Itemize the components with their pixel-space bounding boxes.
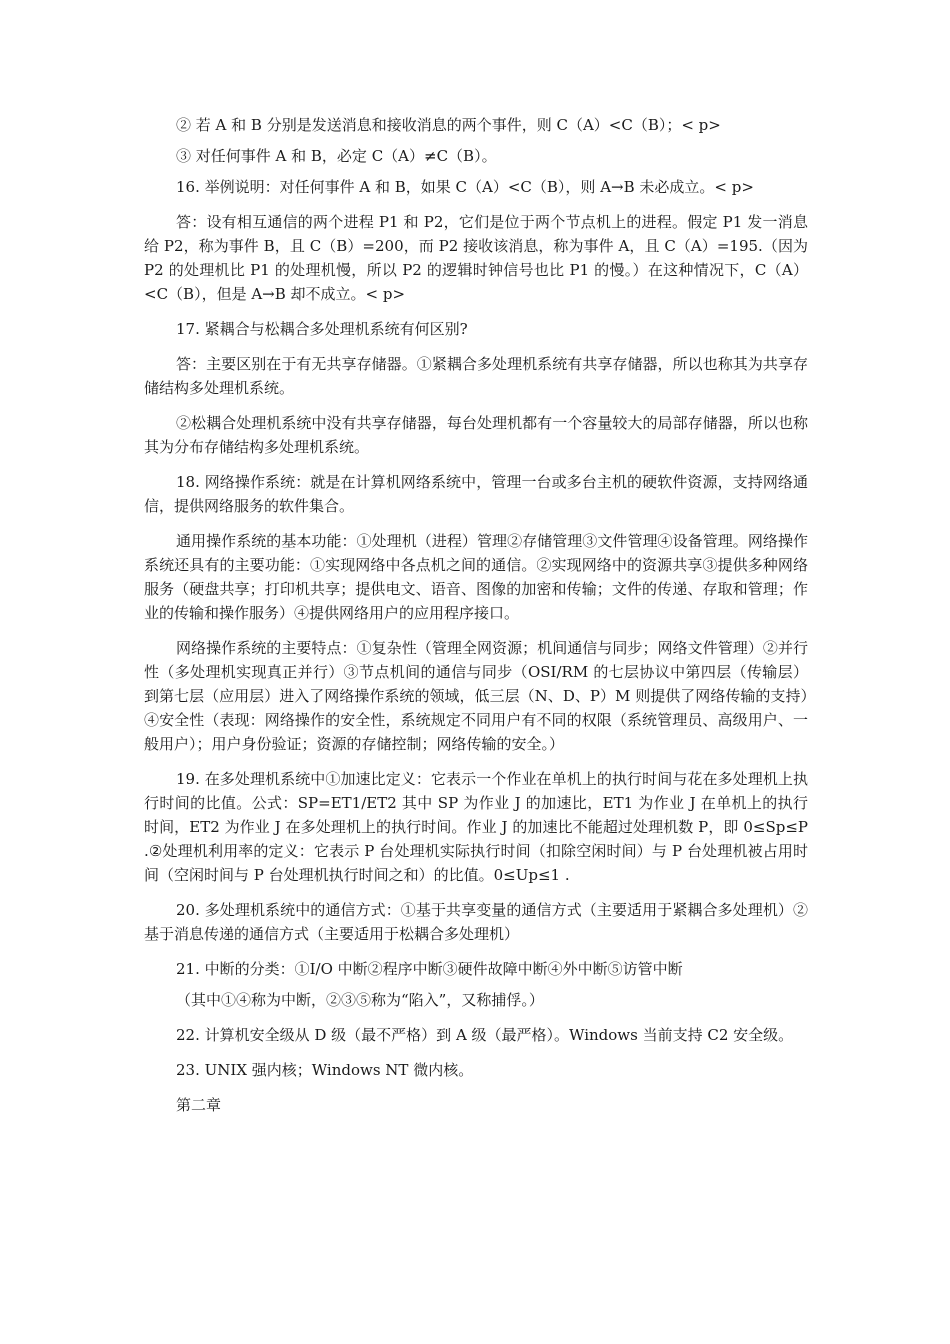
paragraph-question-16: 16. 举例说明：对任何事件 A 和 B，如果 C（A）<C（B），则 A→B 未必成立。< p> [176, 178, 754, 196]
paragraph-item-22: 22. 计算机安全级从 D 级（最不严格）到 A 级（最严格）。Windows 当前支持 C2 安全级。 [176, 1026, 794, 1044]
paragraph-lamport-rule-3: ③ 对任何事件 A 和 B，必定 C（A）≠C（B）。 [176, 147, 497, 165]
document-page [144, 113, 808, 1128]
paragraph-answer-17-loose-coupling: ②松耦合处理机系统中没有共享存储器，每台处理机都有一个容量较大的局部存储器，所以也称其为分布存储结构多处理机系统。 [144, 414, 808, 456]
chapter-heading: 第二章 [176, 1096, 222, 1114]
paragraph-item-18: 18. 网络操作系统：就是在计算机网络系统中，管理一台或多台主机的硬软件资源，支持网络通信，提供网络服务的软件集合。 [144, 473, 808, 515]
paragraph-lamport-rule-2: ② 若 A 和 B 分别是发送消息和接收消息的两个事件，则 C（A）<C（B）；< p> [176, 116, 721, 134]
paragraph-network-os-features: 网络操作系统的主要特点：①复杂性（管理全网资源；机间通信与同步；网络文件管理）②并行性（多处理机实现真正并行）③节点机间的通信与同步（OSI/RM 的七层协议中第四层（传输层）到第七层（应用层）进入了网络操作系统的领域，低三层（N、D、P）M 则提供了网络传输的支持）④安全性（表现：网络操作的安全性，系统规定不同用户有不同的权限（系统管理员、高级用户、一般用户）；用户身份验证；资源的存储控制；网络传输的安全。） [144, 639, 808, 753]
paragraph-answer-16: 答：设有相互通信的两个进程 P1 和 P2，它们是位于两个节点机上的进程。假定 P1 发一消息给 P2，称为事件 B，且 C（B）=200，而 P2 接收该消息，称为事件 A，且 C（A）=195.（因为 P2 的处理机比 P1 的处理机慢，所以 P2 的逻辑时钟信号也比 P1 的慢。）在这种情况下，C（A）<C（B），但是 A→B 却不成立。< p> [144, 213, 808, 303]
paragraph-answer-17-tight-coupling: 答：主要区别在于有无共享存储器。①紧耦合多处理机系统有共享存储器，所以也称其为共享存储结构多处理机系统。 [144, 355, 808, 397]
paragraph-item-23: 23. UNIX 强内核；Windows NT 微内核。 [176, 1061, 474, 1079]
paragraph-question-17: 17. 紧耦合与松耦合多处理机系统有何区别? [176, 320, 468, 338]
paragraph-item-20: 20. 多处理机系统中的通信方式：①基于共享变量的通信方式（主要适用于紧耦合多处理机）②基于消息传递的通信方式（主要适用于松耦合多处理机） [144, 901, 808, 943]
paragraph-item-19: 19. 在多处理机系统中①加速比定义：它表示一个作业在单机上的执行时间与花在多处理机上执行时间的比值。公式：SP=ET1/ET2 其中 SP 为作业 J 的加速比，ET1 为作业 J 在单机上的执行时间，ET2 为作业 J 在多处理机上的执行时间。作业 J 的加速比不能超过处理机数 P，即 0≤Sp≤P .②处理机利用率的定义：它表示 P 台处理机实际执行时间（扣除空闲时间）与 P 台处理机被占用时间（空闲时间与 P 台处理机执行时间之和）的比值。0≤Up≤1 . [144, 770, 808, 884]
paragraph-item-21: 21. 中断的分类：①I/O 中断②程序中断③硬件故障中断④外中断⑤访管中断 [176, 960, 683, 978]
paragraph-item-21-note: （其中①④称为中断，②③⑤称为“陷入”，又称捕俘。） [176, 991, 544, 1009]
paragraph-os-functions: 通用操作系统的基本功能：①处理机（进程）管理②存储管理③文件管理④设备管理。网络操作系统还具有的主要功能：①实现网络中各点机之间的通信。②实现网络中的资源共享③提供多种网络服务（硬盘共享；打印机共享；提供电文、语音、图像的加密和传输；文件的传递、存取和管理；作业的传输和操作服务）④提供网络用户的应用程序接口。 [144, 532, 808, 622]
